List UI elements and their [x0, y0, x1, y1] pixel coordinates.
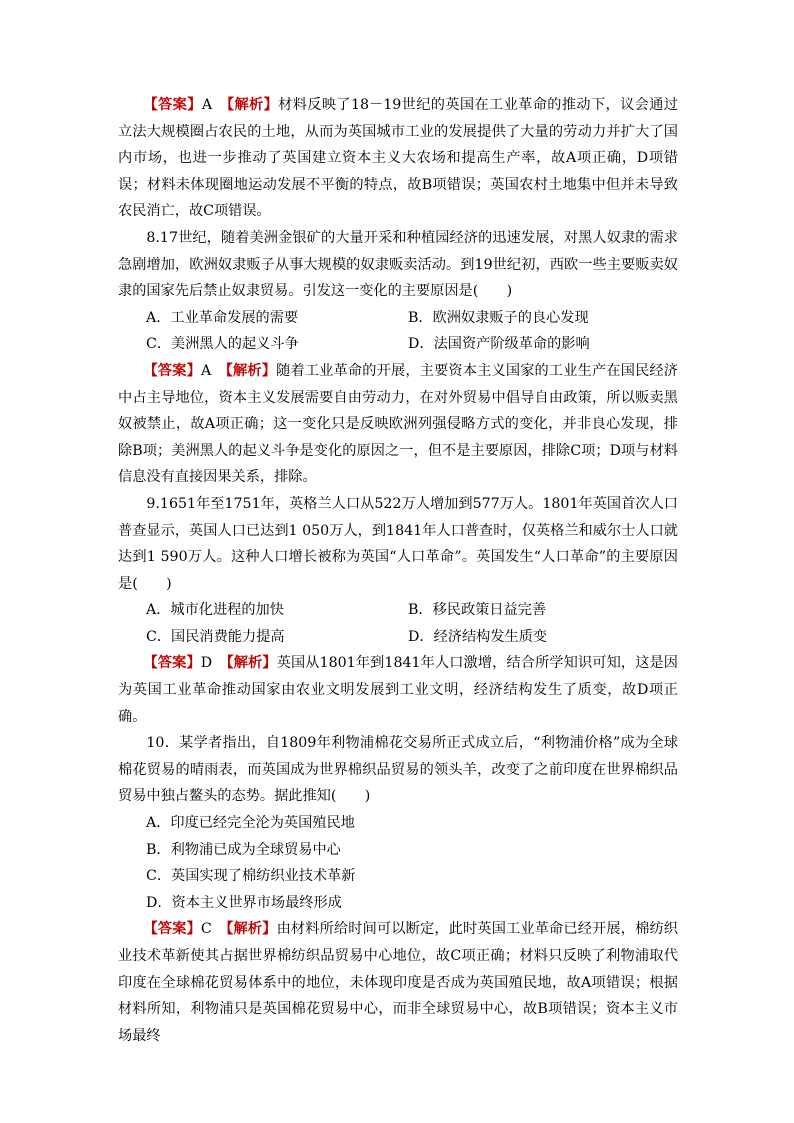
question-stem: 9.1651年至1751年，英格兰人口从522万人增加到577万人。1801年英国首次人口普查显示，英国人口已达到1 050万人，到1841年人口普查时，仅英格兰和威尔士人口就达到1 590万人。这种人口增长被称为英国“人口革命”。英国发生“人口革命”的主要原因是( )	[118, 495, 678, 592]
answer-paragraph	[118, 650, 678, 730]
question-options	[118, 597, 678, 650]
question-options	[118, 305, 678, 358]
option-c: C．英国实现了棉纺织业技术革新	[146, 868, 356, 885]
question-stem: 10．某学者指出，自1809年利物浦棉花交易所正式成立后，“利物浦价格”成为全球棉花贸易的晴雨表，而英国成为世界棉织品贸易的领头羊，改变了之前印度在世界棉织品贸易中独占鳌头的态势。据此推知( )	[118, 735, 678, 805]
analysis-text: 英国从1801年到1841年人口激增，结合所学知识可知，这是因为英国工业革命推动国家由农业文明发展到工业文明，经济结构发生了质变，故D项正确。	[118, 655, 678, 725]
answer-tag: 【答案】	[143, 655, 201, 672]
option-a: A．工业革命发展的需要	[146, 309, 299, 326]
answer-letter: C	[200, 921, 212, 938]
option-c: C．美洲黑人的起义斗争	[146, 336, 299, 353]
analysis-tag: 【解析】	[226, 655, 277, 672]
answer-paragraph	[118, 358, 678, 491]
option-c: C．国民消费能力提高	[146, 628, 285, 645]
answer-paragraph	[118, 92, 678, 225]
answer-paragraph	[118, 916, 678, 1049]
analysis-text: 材料反映了18－19世纪的英国在工业革命的推动下，议会通过立法大规模圈占农民的土地，从而为英国城市工业的发展提供了大量的劳动力并扩大了国内市场，也进一步推动了英国建立资本主义大农场和提高生产率，故A项正确，D项错误；材料未体现圈地运动发展不平衡的特点，故B项错误；英国农村土地集中但并未导致农民消亡，故C项错误。	[118, 97, 678, 220]
answer-letter: A	[200, 362, 212, 379]
question-stem: 8.17世纪，随着美洲金银矿的大量开采和种植园经济的迅速发展，对黑人奴隶的需求急剧增加，欧洲奴隶贩子从事大规模的奴隶贩卖活动。到19世纪初，西欧一些主要贩卖奴隶的国家先后禁止奴隶贸易。引发这一变化的主要原因是( )	[118, 229, 678, 300]
analysis-tag: 【解析】	[227, 97, 279, 113]
answer-letter: A	[201, 97, 213, 113]
analysis-tag: 【解析】	[226, 921, 277, 938]
document-page	[118, 92, 678, 1049]
option-a: A．印度已经完全沦为英国殖民地	[146, 815, 355, 832]
option-b: B．利物浦已成为全球贸易中心	[146, 841, 341, 858]
option-d: D．法国资产阶级革命的影响	[408, 336, 590, 353]
question-options	[118, 810, 678, 916]
answer-tag: 【答案】	[143, 921, 201, 938]
option-d: D．经济结构发生质变	[408, 628, 548, 645]
answer-letter: D	[200, 655, 213, 672]
analysis-text: 由材料所给时间可以断定，此时英国工业革命已经开展，棉纺织业技术革新使其占据世界棉纺织品贸易中心地位，故C项正确；材料只反映了利物浦取代印度在全球棉花贸易体系中的地位，未体现印度是否成为英国殖民地，故A项错误；根据材料所知，利物浦只是英国棉花贸易中心，而非全球贸易中心，故B项错误；资本主义市场最终	[118, 921, 678, 1044]
option-d: D．资本主义世界市场最终形成	[146, 894, 342, 911]
analysis-tag: 【解析】	[225, 362, 277, 379]
option-a: A．城市化进程的加快	[146, 602, 284, 619]
option-b: B．欧洲奴隶贩子的良心发现	[408, 309, 589, 326]
analysis-text: 随着工业革命的开展，主要资本主义国家的工业生产在国民经济中占主导地位，资本主义发展需要自由劳动力，在对外贸易中倡导自由政策，所以贩卖黑奴被禁止，故A项正确；这一变化只是反映欧洲列强侵略方式的变化，并非良心发现，排除B项；美洲黑人的起义斗争是变化的原因之一，但不是主要原因，排除C项；D项与材料信息没有直接因果关系，排除。	[118, 362, 678, 486]
option-b: B．移民政策日益完善	[408, 602, 547, 619]
answer-tag: 【答案】	[143, 362, 201, 379]
answer-tag: 【答案】	[143, 97, 202, 113]
